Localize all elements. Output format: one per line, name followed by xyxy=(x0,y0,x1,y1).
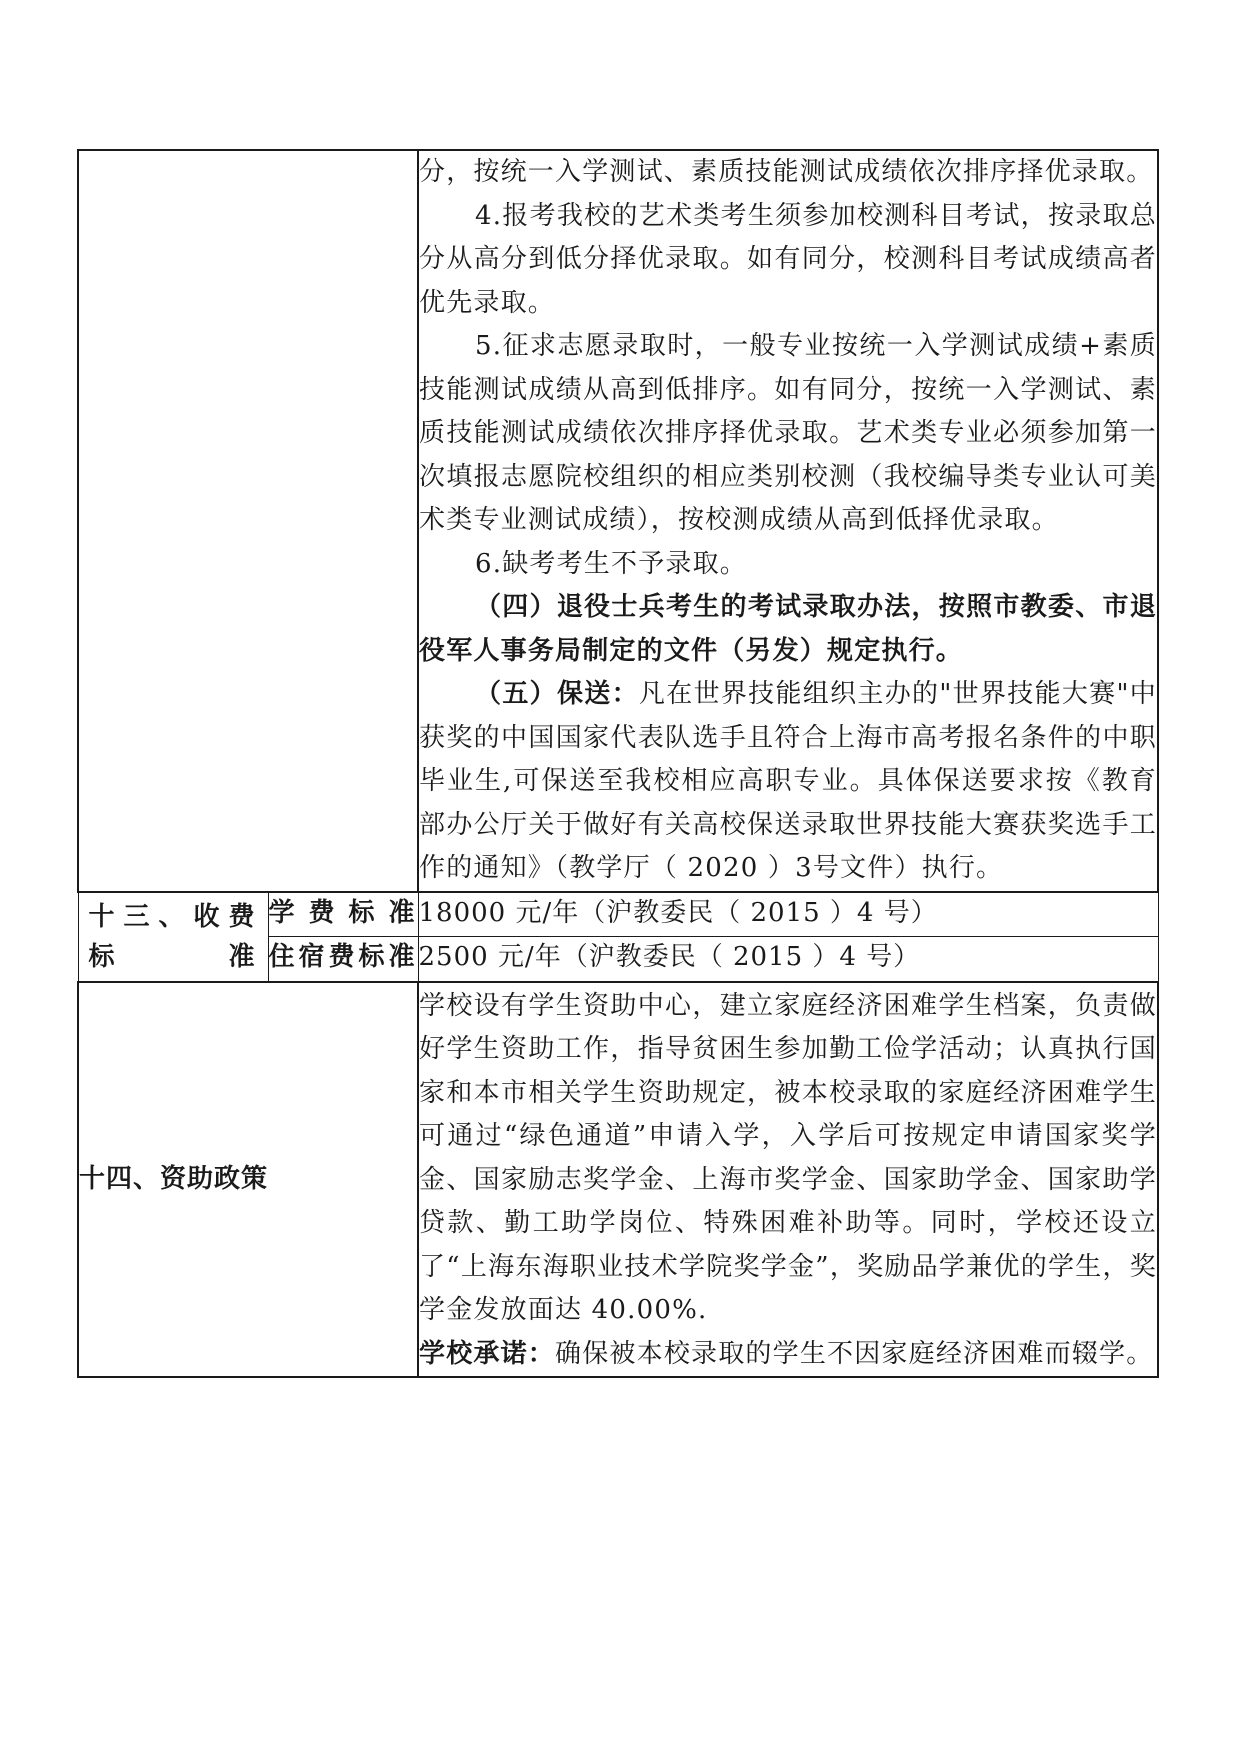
table-row xyxy=(78,150,1158,892)
admission-info-table xyxy=(77,149,1159,1378)
fees-section-title: 十三、收费标准 xyxy=(78,892,268,982)
aid-policy-text: 学校设有学生资助中心，建立家庭经济困难学生档案，负责做好学生资助工作，指导贫困生参加勤工俭学活动；认真执行国家和本市相关学生资助规定，被本校录取的家庭经济困难学生可通过“绿色通道”申请入学，入学后可按规定申请国家奖学金、国家励志奖学金、上海市奖学金、国家助学金、国家助学贷款、勤工助学岗位、特殊困难补助等。同时，学校还设立了“上海东海职业技术学院奖学金”，奖励品学兼优的学生，奖学金发放面达 40.00%. xyxy=(419,990,1157,1325)
recommendation-text: 凡在世界技能组织主办的"世界技能大赛"中获奖的中国国家代表队选手且符合上海市高考报名条件的中职毕业生,可保送至我校相应高职专业。具体保送要求按《教育部办公厅关于做好有关高校保送录取世界技能大赛获奖选手工作的通知》（教学厅（ 2020 ）3号文件）执行。 xyxy=(419,679,1157,883)
paragraph-continued: 分，按统一入学测试、素质技能测试成绩依次排序择优录取。 xyxy=(419,157,1154,187)
promise-text: 确保被本校录取的学生不因家庭经济困难而辍学。 xyxy=(555,1338,1154,1369)
school-promise xyxy=(419,1333,1157,1377)
paragraph-rule-5: 5.征求志愿录取时，一般专业按统一入学测试成绩+素质技能测试成绩从高到低排序。如有同分，按统一入学测试、素质技能测试成绩依次排序择优录取。艺术类专业必须参加第一次填报志愿院校组织的相应类别校测（我校编导类专业认可美术类专业测试成绩），按校测成绩从高到低择优录取。 xyxy=(419,331,1157,535)
promise-label: 学校承诺： xyxy=(419,1338,556,1369)
housing-label: 住宿费标准 xyxy=(268,937,418,982)
paragraph-veterans: （四）退役士兵考生的考试录取办法，按照市教委、市退役军人事务局制定的文件（另发）规定执行。 xyxy=(419,592,1157,666)
recommendation-label: （五）保送： xyxy=(475,679,639,709)
tuition-label: 学费标准 xyxy=(268,892,418,937)
aid-section-title: 十四、资助政策 xyxy=(78,982,418,1378)
paragraph-rule-6: 6.缺考考生不予录取。 xyxy=(475,548,748,579)
aid-policy-cell xyxy=(418,982,1158,1378)
empty-label-cell xyxy=(78,150,418,892)
table-row xyxy=(78,892,1158,937)
paragraph-recommendation xyxy=(419,673,1157,891)
housing-value: 2500 元/年（沪教委民（ 2015 ）4 号） xyxy=(418,937,1158,982)
admission-rules-cell xyxy=(418,150,1158,892)
paragraph-rule-4: 4.报考我校的艺术类考生须参加校测科目考试，按录取总分从高分到低分择优录取。如有同分，校测科目考试成绩高者优先录取。 xyxy=(419,200,1157,318)
table-row xyxy=(78,982,1158,1378)
tuition-value: 18000 元/年（沪教委民（ 2015 ）4 号） xyxy=(418,892,1158,937)
